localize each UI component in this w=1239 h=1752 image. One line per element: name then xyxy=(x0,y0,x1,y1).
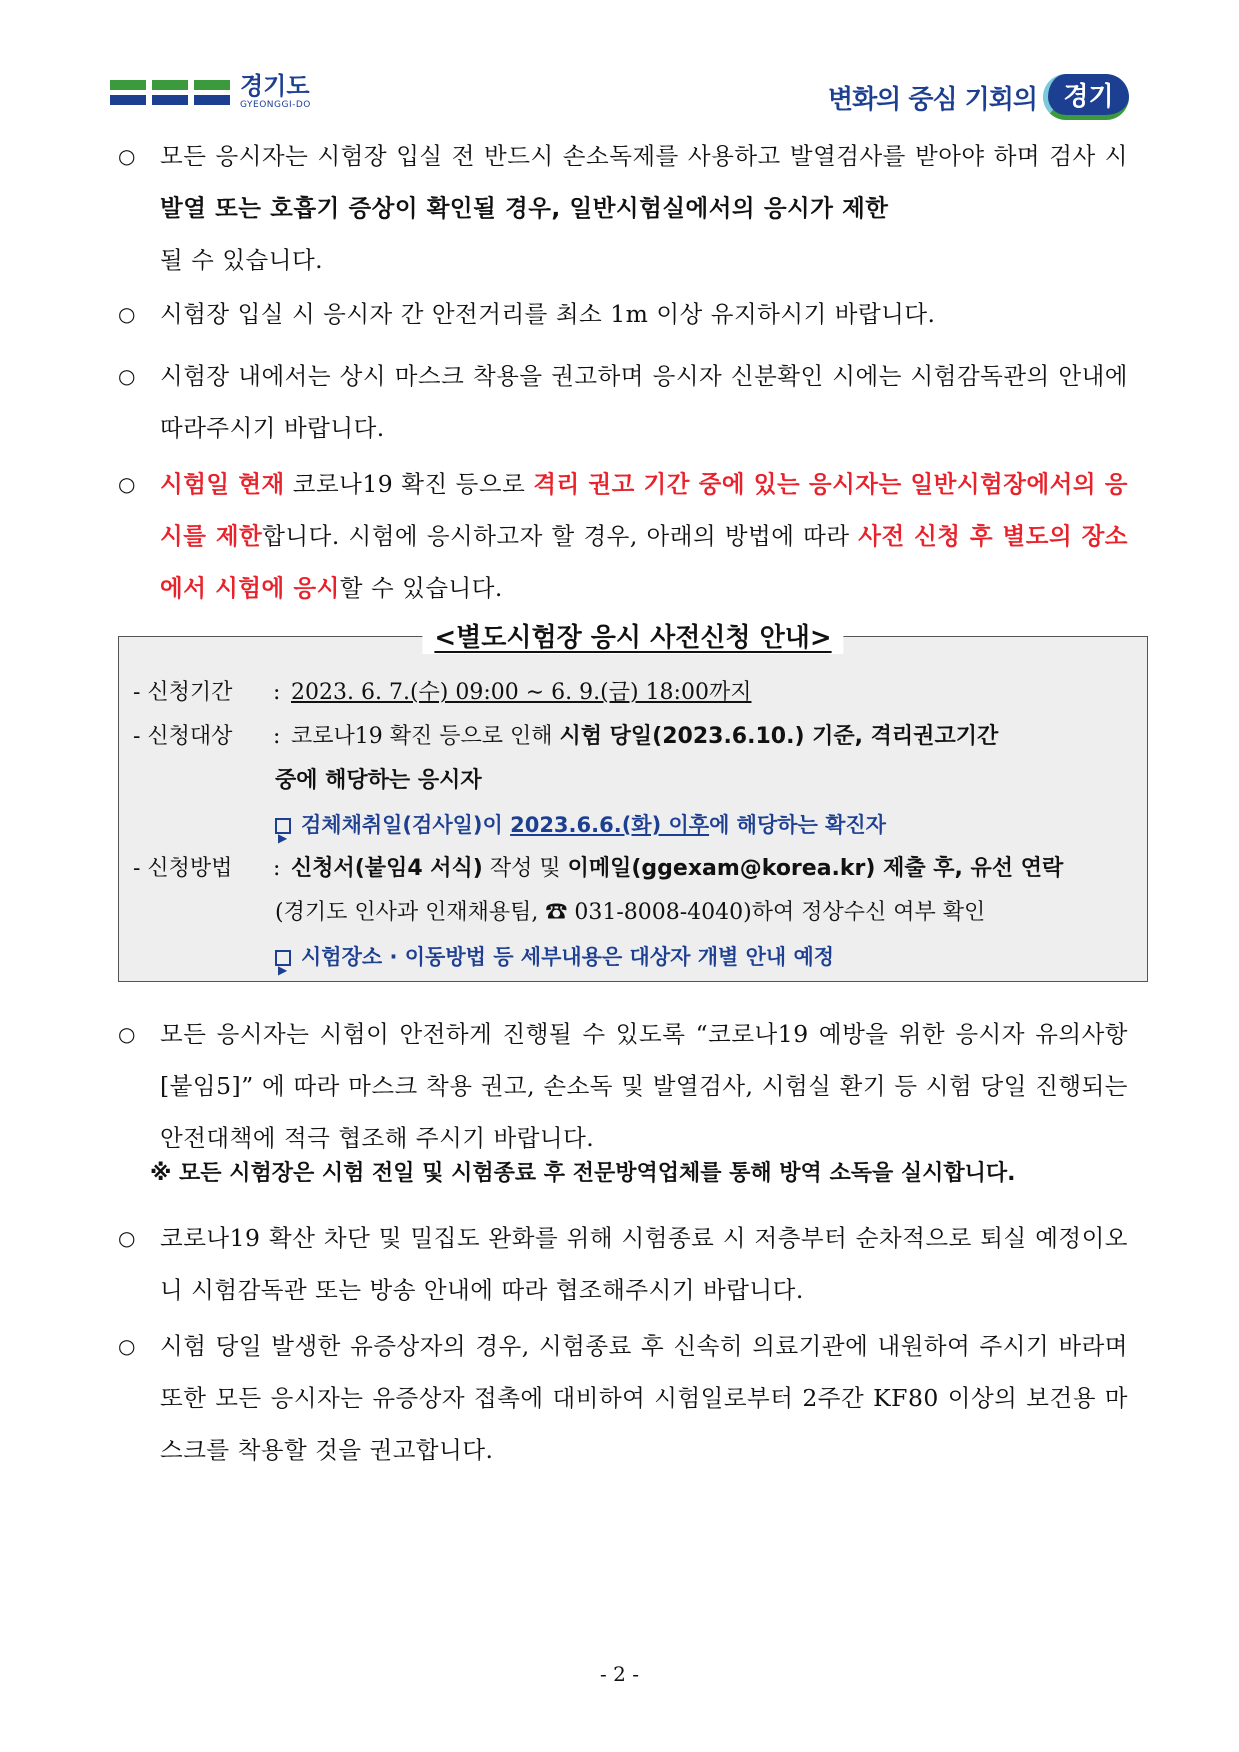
notice-item-2 xyxy=(118,288,1128,340)
slogan-text: 변화의 중심 기회의 xyxy=(827,84,1037,115)
page-number: - 2 - xyxy=(600,1662,639,1686)
application-method-continued: (경기도 인사과 인재채용팀, ☎ 031-8008-4040)하여 정상수신 여부 확인 xyxy=(275,900,986,925)
box-title: <별도시험장 응시 사전신청 안내> xyxy=(422,617,843,654)
slogan-badge: 경기 xyxy=(1043,74,1129,120)
circle-bullet-icon: ○ xyxy=(118,302,136,326)
slogan xyxy=(828,74,1129,120)
application-target-continued: 중에 해당하는 응시자 xyxy=(275,768,482,793)
notice-item-4 xyxy=(118,458,1128,614)
notice-item-7 xyxy=(118,1320,1128,1476)
application-period-value: 2023. 6. 7.(수) 09:00 ∼ 6. 9.(금) 18:00까지 xyxy=(291,680,752,705)
circle-bullet-icon: ○ xyxy=(118,364,136,388)
circle-bullet-icon: ○ xyxy=(118,1226,136,1250)
notice-text: 시험 당일 발생한 유증상자의 경우, 시험종료 후 신속히 의료기관에 내원하여 주시기 바라며 또한 모든 응시자는 유증상자 접촉에 대비하여 시험일로부터 2주간 KF80 이상의 보건용 마스크를 착용할 것을 권고합니다. xyxy=(160,1332,1128,1464)
circle-bullet-icon: ○ xyxy=(118,144,136,168)
notice-text: 모든 응시자는 시험이 안전하게 진행될 수 있도록 “코로나19 예방을 위한 응시자 유의사항[붙임5]” 에 따라 마스크 착용 권고, 손소독 및 발열검사, 시험실 환기 등 시험 당일 진행되는 안전대책에 적극 협조해 주시기 바랍니다. xyxy=(160,1020,1128,1152)
gyeonggi-logo xyxy=(110,74,311,110)
notice-text: 모든 응시자는 시험장 입실 전 반드시 손소독제를 사용하고 발열검사를 받아야 하며 검사 시 발열 또는 호흡기 증상이 확인될 경우, 일반시험실에서의 응시가 제한 될 수 있습니다. xyxy=(160,142,1128,274)
notice-text: 코로나19 확산 차단 및 밀집도 완화를 위해 시험종료 시 저층부터 순차적으로 퇴실 예정이오니 시험감독관 또는 방송 안내에 따라 협조해주시기 바랍니다. xyxy=(160,1224,1128,1304)
circle-bullet-icon: ○ xyxy=(118,472,136,496)
notice-item-5 xyxy=(118,1008,1128,1164)
notice-text: 시험장 입실 시 응시자 간 안전거리를 최소 1m 이상 유지하시기 바랍니다. xyxy=(160,300,936,328)
application-method-note: ▶시험장소 · 이동방법 등 세부내용은 대상자 개별 안내 예정 xyxy=(275,935,834,980)
application-period-row: - 신청기간 : 2023. 6. 7.(수) 09:00 ∼ 6. 9.(금) 18:00까지 xyxy=(133,680,752,705)
notice-item-3 xyxy=(118,350,1128,454)
application-target-row: - 신청대상 : 코로나19 확진 등으로 인해 시험 당일(2023.6.10.) 기준, 격리권고기간 xyxy=(133,724,999,749)
notice-item-6 xyxy=(118,1212,1128,1316)
separate-exam-application-box xyxy=(118,623,1148,982)
application-method-row: - 신청방법 : 신청서(붙임4 서식) 작성 및 이메일(ggexam@korea.kr) 제출 후, 유선 연락 xyxy=(133,856,1064,881)
application-target-note: ▶검체채취일(검사일)이 2023.6.6.(화) 이후에 해당하는 확진자 xyxy=(275,803,886,848)
notice-text: 시험일 현재 코로나19 확진 등으로 격리 권고 기간 중에 있는 응시자는 일반시험장에서의 응시를 제한합니다. 시험에 응시하고자 할 경우, 아래의 방법에 따라 사전 신청 후 별도의 장소에서 시험에 응시할 수 있습니다. xyxy=(160,470,1128,602)
notice-item-1 xyxy=(118,130,1128,286)
notice-text: 시험장 내에서는 상시 마스크 착용을 권고하며 응시자 신분확인 시에는 시험감독관의 안내에 따라주시기 바랍니다. xyxy=(160,362,1128,442)
gyeonggi-logo-icon xyxy=(110,80,230,105)
arrow-box-icon xyxy=(275,950,291,966)
circle-bullet-icon: ○ xyxy=(118,1334,136,1358)
arrow-box-icon xyxy=(275,818,291,834)
logo-korean-text: 경기도 xyxy=(240,72,310,100)
logo-english-text: GYEONGGI-DO xyxy=(240,100,311,110)
disinfection-remark: ※ 모든 시험장은 시험 전일 및 시험종료 후 전문방역업체를 통해 방역 소독을 실시합니다. xyxy=(150,1161,1016,1186)
circle-bullet-icon: ○ xyxy=(118,1022,136,1046)
